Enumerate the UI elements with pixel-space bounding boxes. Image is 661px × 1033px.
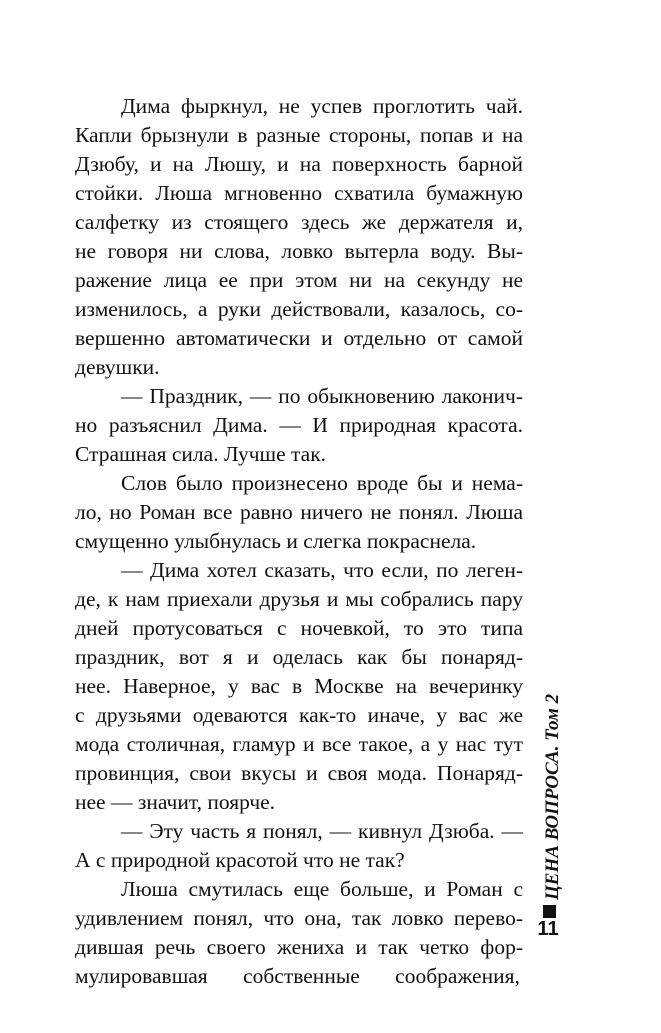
text-line: с друзьями одеваются как-то иначе, у вас же bbox=[75, 703, 523, 727]
text-line: мода столичная, гламур и все такое, а у нас тут bbox=[75, 732, 523, 756]
text-line: Слов было произнесено вроде бы и нема- bbox=[121, 471, 523, 495]
running-head-title: ЦЕНА ВОПРОСА. Том 2 bbox=[542, 693, 563, 900]
text-line: Капли брызнули в разные стороны, попав и на bbox=[75, 123, 523, 147]
text-line: но разъяснил Дима. — И природная красота. bbox=[75, 413, 523, 437]
text-line: дней протусоваться с ночевкой, то это типа bbox=[75, 616, 523, 640]
page-body-text bbox=[75, 92, 523, 991]
text-line: де, к нам приехали друзья и мы собрались пару bbox=[75, 587, 523, 611]
text-line: удивлением понял, что она, так ловко перево- bbox=[75, 906, 523, 930]
text-line: смущенно улыбнулась и слегка покраснела. bbox=[75, 529, 477, 553]
running-head bbox=[538, 672, 568, 900]
text-line: Дима фыркнул, не успев проглотить чай. bbox=[121, 94, 523, 118]
text-line: праздник, вот я и оделась как бы понаряд- bbox=[75, 645, 523, 669]
text-line: вершенно автоматически и отдельно от самой bbox=[75, 326, 523, 350]
text-line: Дзюбу, и на Люшу, и на поверхность барной bbox=[75, 152, 523, 176]
text-line: изменилось, а руки действовали, казалось, со- bbox=[75, 297, 523, 321]
text-line: не говоря ни слова, ловко вытерла воду. Вы- bbox=[75, 239, 523, 263]
text-line: А с природной красотой что не так? bbox=[75, 848, 405, 872]
text-line: ражение лица ее при этом ни на секунду не bbox=[75, 268, 523, 292]
text-line: — Праздник, — по обыкновению лаконич- bbox=[121, 384, 523, 408]
text-line: салфетку из стоящего здесь же держателя и, bbox=[75, 210, 523, 234]
text-line: Страшная сила. Лучше так. bbox=[75, 442, 327, 466]
text-line: мулировавшая собственные соображения, bbox=[75, 964, 520, 988]
text-line: — Дима хотел сказать, что если, по леген- bbox=[121, 558, 523, 582]
text-line: Люша смутилась еще больше, и Роман с bbox=[121, 877, 523, 901]
text-line: нее. Наверное, у вас в Москве на вечеринку bbox=[75, 674, 523, 698]
text-line: стойки. Люша мгновенно схватила бумажную bbox=[75, 181, 523, 205]
text-line: девушки. bbox=[75, 355, 160, 379]
page-number: 11 bbox=[537, 918, 559, 940]
text-line: — Эту часть я понял, — кивнул Дзюба. — bbox=[121, 819, 523, 843]
text-line: ло, но Роман все равно ничего не понял. Люша bbox=[75, 500, 523, 524]
text-line: дившая речь своего жениха и так четко фор- bbox=[75, 935, 523, 959]
text-line: нее — значит, поярче. bbox=[75, 790, 276, 814]
text-line: провинция, свои вкусы и своя мода. Понаряд- bbox=[75, 761, 523, 785]
